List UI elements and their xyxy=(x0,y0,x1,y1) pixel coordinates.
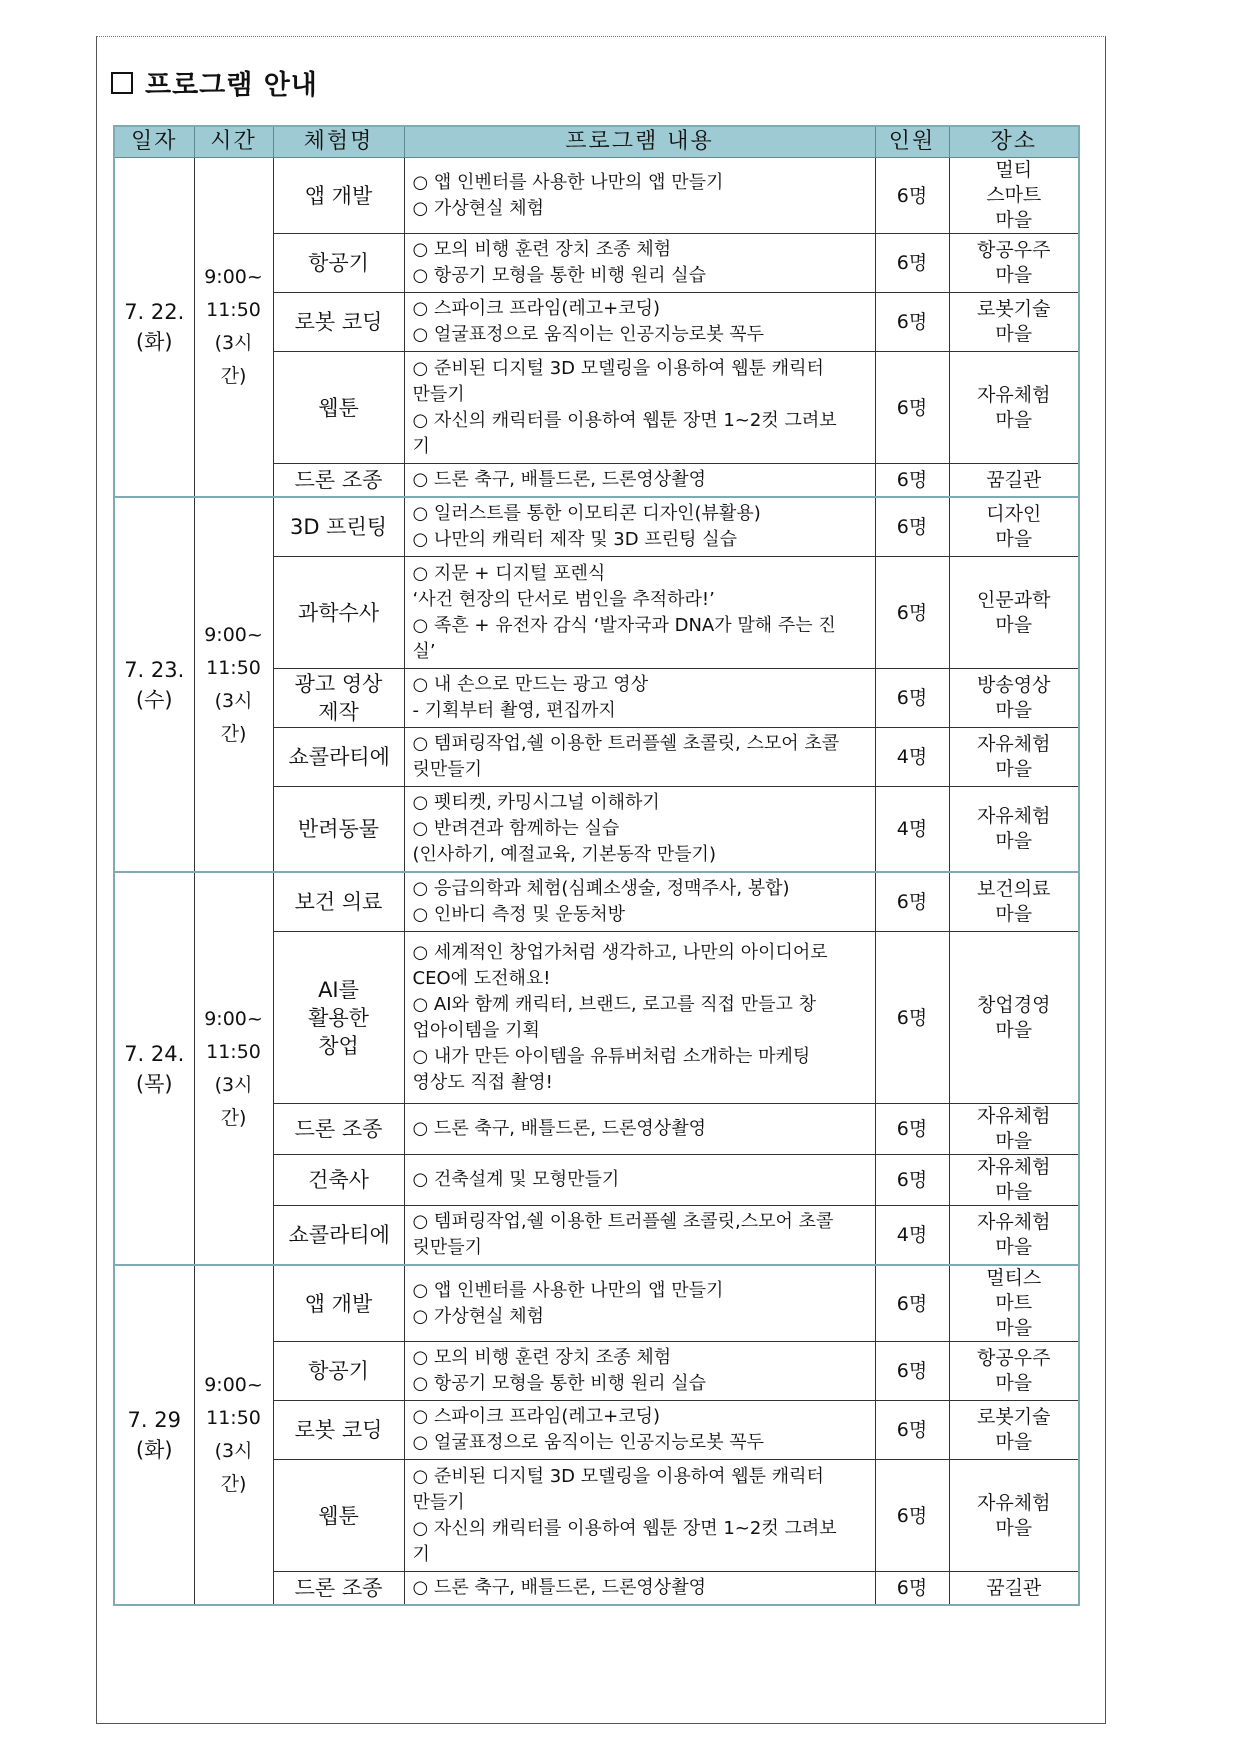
content-line: ○ 가상현실 체험 xyxy=(412,1305,544,1327)
place-line: 창업경영 xyxy=(977,993,1051,1016)
program-name: 드론 조종 xyxy=(294,1576,383,1600)
time-line: 9:00~ xyxy=(204,1007,263,1030)
place-line: 마을 xyxy=(995,699,1033,721)
people-cell xyxy=(875,1155,949,1206)
people-count: 6명 xyxy=(896,687,928,709)
place-cell xyxy=(949,1104,1079,1155)
program-name: 드론 조종 xyxy=(294,468,383,492)
weekday-text: (수) xyxy=(135,687,173,712)
people-count: 6명 xyxy=(896,252,928,274)
content-line: ○ 앱 인벤터를 사용한 나만의 앱 만들기 xyxy=(412,171,724,193)
place-line: 마을 xyxy=(995,613,1033,636)
program-content-cell xyxy=(404,1572,875,1606)
place-line: 자유체험 xyxy=(977,1156,1051,1178)
place-cell xyxy=(949,1265,1079,1342)
time-line: (3시 xyxy=(214,689,253,712)
table-row xyxy=(114,872,1079,932)
place-line: 마을 xyxy=(995,1130,1033,1152)
people-count: 6명 xyxy=(896,891,928,913)
header-time: 시간 xyxy=(194,126,273,158)
date-cell xyxy=(114,158,194,498)
program-name-cell xyxy=(273,293,404,352)
program-content-cell xyxy=(404,872,875,932)
program-content-cell xyxy=(404,464,875,498)
program-name-cell xyxy=(273,1572,404,1606)
content-line: ○ 펫티켓, 카밍시그널 이해하기 xyxy=(412,792,660,813)
place-line: 마을 xyxy=(995,264,1033,286)
date-text: 7. 24. xyxy=(124,1041,185,1066)
program-name: 광고 영상 제작 xyxy=(294,672,383,724)
people-cell xyxy=(875,352,949,464)
program-content-cell xyxy=(404,1206,875,1266)
people-cell xyxy=(875,728,949,787)
place-line: 보건의료 xyxy=(977,878,1051,900)
program-name-cell xyxy=(273,1460,404,1572)
program-name-cell xyxy=(273,1342,404,1401)
place-line: 꿈길관 xyxy=(986,468,1042,491)
place-line: 마을 xyxy=(995,830,1033,852)
program-name-cell xyxy=(273,464,404,498)
place-cell xyxy=(949,669,1079,728)
place-line: 마을 xyxy=(995,758,1033,780)
time-line: 간) xyxy=(220,365,247,387)
place-line: 마트 xyxy=(995,1292,1033,1314)
content-line: ○ 세계적인 창업가처럼 생각하고, 나만의 아이디어로 xyxy=(412,941,828,963)
time-line: (3시 xyxy=(214,332,253,354)
people-cell xyxy=(875,932,949,1104)
people-count: 6명 xyxy=(896,516,928,538)
weekday-text: (목) xyxy=(135,1071,173,1096)
people-count: 4명 xyxy=(896,1224,928,1246)
place-line: 자유체험 xyxy=(977,805,1051,827)
place-cell xyxy=(949,728,1079,787)
header-place: 장소 xyxy=(949,126,1079,158)
content-line: 릿만들기 xyxy=(412,759,483,780)
program-content-cell xyxy=(404,158,875,234)
header-people: 인원 xyxy=(875,126,949,158)
content-line: ○ 내가 만든 아이템을 유튜버처럼 소개하는 마케팅 xyxy=(412,1045,811,1067)
content-line: ○ AI와 함께 캐릭터, 브랜드, 로고를 직접 만들고 창 xyxy=(412,993,817,1015)
people-count: 6명 xyxy=(896,1006,928,1029)
program-name: 건축사 xyxy=(308,1168,369,1192)
time-line: 9:00~ xyxy=(204,623,263,646)
program-name: 반려동물 xyxy=(297,817,380,841)
program-name-cell xyxy=(273,1206,404,1266)
program-name-cell xyxy=(273,234,404,293)
content-line: ‘사건 현장의 단서로 범인을 추적하라!’ xyxy=(412,588,715,610)
time-cell xyxy=(194,158,273,498)
place-line: 자유체험 xyxy=(977,733,1051,755)
place-cell xyxy=(949,1342,1079,1401)
program-name-cell xyxy=(273,728,404,787)
program-name: 로봇 코딩 xyxy=(294,1418,383,1442)
program-name: 쇼콜라티에 xyxy=(288,1223,390,1247)
content-line: ○ 반려견과 함께하는 실습 xyxy=(412,818,620,839)
place-line: 마을 xyxy=(995,209,1033,231)
checkbox-square-icon xyxy=(111,72,133,94)
place-line: 인문과학 xyxy=(977,588,1051,611)
place-line: 마을 xyxy=(995,903,1033,925)
program-content-cell xyxy=(404,497,875,557)
document-page xyxy=(96,36,1106,1724)
place-cell xyxy=(949,932,1079,1104)
section-title-text: 프로그램 안내 xyxy=(145,70,318,101)
place-line: 마을 xyxy=(995,528,1033,550)
time-cell xyxy=(194,497,273,872)
place-cell xyxy=(949,1206,1079,1266)
people-count: 6명 xyxy=(896,1118,928,1140)
place-line: 마을 xyxy=(995,1372,1033,1394)
content-line: ○ 드론 축구, 배틀드론, 드론영상촬영 xyxy=(412,1118,706,1139)
time-line: 11:50 xyxy=(206,656,261,679)
content-line: ○ 준비된 디지털 3D 모델링을 이용하여 웹툰 캐릭터 xyxy=(412,357,824,379)
content-line: ○ 항공기 모형을 통한 비행 원리 실습 xyxy=(412,265,706,286)
program-content-cell xyxy=(404,352,875,464)
content-line: 만들기 xyxy=(412,1491,465,1513)
program-name: 3D 프린팅 xyxy=(289,515,388,539)
content-line: ○ 가상현실 체험 xyxy=(412,197,544,219)
people-count: 6명 xyxy=(896,1577,928,1599)
content-line: 만들기 xyxy=(412,383,465,405)
content-line: ○ 스파이크 프라임(레고+코딩) xyxy=(412,298,661,319)
place-cell xyxy=(949,872,1079,932)
people-count: 6명 xyxy=(896,184,928,207)
place-line: 마을 xyxy=(995,1317,1033,1339)
date-text: 7. 29 xyxy=(127,1408,181,1432)
content-line: ○ 드론 축구, 배틀드론, 드론영상촬영 xyxy=(412,1577,706,1598)
place-line: 스마트 xyxy=(986,184,1042,206)
place-line: 항공우주 xyxy=(977,239,1051,261)
program-content-cell xyxy=(404,1104,875,1155)
program-name: 항공기 xyxy=(308,1359,369,1383)
table-row xyxy=(114,158,1079,234)
table-row xyxy=(114,497,1079,557)
content-line: ○ 준비된 디지털 3D 모델링을 이용하여 웹툰 캐릭터 xyxy=(412,1465,824,1487)
date-text: 7. 22. xyxy=(124,300,185,324)
program-content-cell xyxy=(404,293,875,352)
program-content-cell xyxy=(404,787,875,873)
place-line: 마을 xyxy=(995,1516,1033,1539)
program-name-cell xyxy=(273,872,404,932)
content-line: 실’ xyxy=(412,640,436,662)
content-line: ○ 모의 비행 훈련 장치 조종 체험 xyxy=(412,1347,672,1368)
content-line: ○ 인바디 측정 및 운동처방 xyxy=(412,904,625,925)
time-line: 11:50 xyxy=(206,1407,261,1429)
program-name-cell xyxy=(273,1265,404,1342)
place-line: 로봇기술 xyxy=(977,298,1051,320)
program-name-cell xyxy=(273,787,404,873)
table-header-row xyxy=(114,126,1079,158)
place-cell xyxy=(949,352,1079,464)
people-count: 6명 xyxy=(896,311,928,333)
place-line: 멀티 xyxy=(995,159,1033,181)
place-line: 마을 xyxy=(995,323,1033,345)
people-cell xyxy=(875,872,949,932)
content-line: ○ 템퍼링작업,쉘 이용한 트러플쉘 초콜릿,스모어 초콜 xyxy=(412,1211,834,1232)
time-line: (3시 xyxy=(214,1073,253,1096)
program-content-cell xyxy=(404,669,875,728)
content-line: ○ 얼굴표정으로 움직이는 인공지능로봇 꼭두 xyxy=(412,1432,765,1453)
content-line: ○ 자신의 캐릭터를 이용하여 웹툰 장면 1~2컷 그려보 xyxy=(412,1517,837,1539)
program-content-cell xyxy=(404,1265,875,1342)
people-count: 4명 xyxy=(896,746,928,768)
program-name-cell xyxy=(273,1155,404,1206)
place-line: 마을 xyxy=(995,408,1033,431)
content-line: ○ 건축설계 및 모형만들기 xyxy=(412,1169,620,1190)
time-line: 11:50 xyxy=(206,299,261,321)
people-count: 6명 xyxy=(896,1292,928,1315)
content-line: 업아이템을 기획 xyxy=(412,1019,540,1041)
place-line: 마을 xyxy=(995,1431,1033,1453)
people-cell xyxy=(875,557,949,669)
people-count: 4명 xyxy=(896,818,928,840)
program-name-cell xyxy=(273,932,404,1104)
time-line: (3시 xyxy=(214,1440,253,1462)
content-line: ○ 자신의 캐릭터를 이용하여 웹툰 장면 1~2컷 그려보 xyxy=(412,409,837,431)
date-cell xyxy=(114,872,194,1265)
content-line: (인사하기, 예절교육, 기본동작 만들기) xyxy=(412,844,716,865)
program-name: 과학수사 xyxy=(297,600,380,625)
time-line: 간) xyxy=(220,1473,247,1495)
people-cell xyxy=(875,1206,949,1266)
place-cell xyxy=(949,158,1079,234)
content-line: ○ 템퍼링작업,쉘 이용한 트러플쉘 초콜릿, 스모어 초콜 xyxy=(412,733,840,754)
program-name: 쇼콜라티에 xyxy=(288,745,390,769)
people-cell xyxy=(875,1401,949,1460)
time-line: 9:00~ xyxy=(204,1374,263,1396)
content-line: ○ 내 손으로 만드는 광고 영상 xyxy=(412,674,649,695)
place-line: 마을 xyxy=(995,1181,1033,1203)
place-line: 꿈길관 xyxy=(986,1576,1042,1599)
program-content-cell xyxy=(404,234,875,293)
content-line: CEO에 도전해요! xyxy=(412,967,551,989)
people-cell xyxy=(875,1460,949,1572)
content-line: ○ 족흔 + 유전자 감식 ‘발자국과 DNA가 말해 주는 진 xyxy=(412,614,836,636)
content-line: ○ 앱 인벤터를 사용한 나만의 앱 만들기 xyxy=(412,1279,724,1301)
people-cell xyxy=(875,234,949,293)
time-cell xyxy=(194,1265,273,1605)
place-line: 자유체험 xyxy=(977,1211,1051,1233)
people-cell xyxy=(875,158,949,234)
place-cell xyxy=(949,464,1079,498)
time-cell xyxy=(194,872,273,1265)
content-line: ○ 스파이크 프라임(레고+코딩) xyxy=(412,1406,661,1427)
program-name-cell xyxy=(273,352,404,464)
program-content-cell xyxy=(404,1342,875,1401)
place-line: 마을 xyxy=(995,1018,1033,1041)
place-cell xyxy=(949,1572,1079,1606)
date-cell xyxy=(114,497,194,872)
header-program-content: 프로그램 내용 xyxy=(404,126,875,158)
table-row xyxy=(114,1265,1079,1342)
program-name-cell xyxy=(273,669,404,728)
section-title xyxy=(111,63,318,102)
place-cell xyxy=(949,293,1079,352)
place-cell xyxy=(949,787,1079,873)
program-name-cell xyxy=(273,1401,404,1460)
place-line: 자유체험 xyxy=(977,1105,1051,1127)
people-cell xyxy=(875,1104,949,1155)
program-name: AI를 활용한 창업 xyxy=(308,977,369,1058)
weekday-text: (화) xyxy=(135,1438,173,1462)
time-line: 간) xyxy=(220,1106,247,1129)
date-cell xyxy=(114,1265,194,1605)
people-count: 6명 xyxy=(896,601,928,624)
program-content-cell xyxy=(404,1401,875,1460)
place-cell xyxy=(949,1401,1079,1460)
program-name: 로봇 코딩 xyxy=(294,310,383,334)
people-count: 6명 xyxy=(896,1169,928,1191)
content-line: 기 xyxy=(412,435,430,457)
people-cell xyxy=(875,1342,949,1401)
program-name-cell xyxy=(273,497,404,557)
content-line: 릿만들기 xyxy=(412,1237,483,1258)
place-line: 자유체험 xyxy=(977,1491,1051,1514)
people-count: 6명 xyxy=(896,1504,928,1527)
place-line: 로봇기술 xyxy=(977,1406,1051,1428)
time-line: 11:50 xyxy=(206,1040,261,1063)
program-table xyxy=(113,125,1080,1606)
time-line: 간) xyxy=(220,722,247,745)
program-name: 항공기 xyxy=(308,251,369,275)
place-line: 마을 xyxy=(995,1236,1033,1258)
place-cell xyxy=(949,497,1079,557)
people-cell xyxy=(875,787,949,873)
program-name: 앱 개발 xyxy=(304,183,373,208)
program-name: 보건 의료 xyxy=(294,890,383,914)
people-cell xyxy=(875,1572,949,1606)
place-line: 디자인 xyxy=(986,503,1042,525)
content-line: ○ 얼굴표정으로 움직이는 인공지능로봇 꼭두 xyxy=(412,324,765,345)
content-line: ○ 응급의학과 체험(심폐소생술, 정맥주사, 봉합) xyxy=(412,878,790,899)
header-program-name: 체험명 xyxy=(273,126,404,158)
people-cell xyxy=(875,1265,949,1342)
content-line: 영상도 직접 촬영! xyxy=(412,1071,553,1093)
time-line: 9:00~ xyxy=(204,266,263,288)
place-line: 자유체험 xyxy=(977,383,1051,406)
place-cell xyxy=(949,557,1079,669)
program-name: 앱 개발 xyxy=(304,1291,373,1316)
program-name: 드론 조종 xyxy=(294,1117,383,1141)
content-line: ○ 드론 축구, 배틀드론, 드론영상촬영 xyxy=(412,469,706,490)
program-name-cell xyxy=(273,1104,404,1155)
program-name: 웹툰 xyxy=(318,395,359,420)
program-content-cell xyxy=(404,557,875,669)
place-cell xyxy=(949,234,1079,293)
table-body xyxy=(114,158,1079,1606)
program-content-cell xyxy=(404,1155,875,1206)
people-count: 6명 xyxy=(896,1419,928,1441)
program-name-cell xyxy=(273,557,404,669)
program-content-cell xyxy=(404,932,875,1104)
content-line: ○ 일러스트를 통한 이모티콘 디자인(뷰활용) xyxy=(412,503,761,524)
weekday-text: (화) xyxy=(135,330,173,354)
people-cell xyxy=(875,669,949,728)
content-line: ○ 지문 + 디지털 포렌식 xyxy=(412,562,606,584)
program-content-cell xyxy=(404,728,875,787)
content-line: ○ 항공기 모형을 통한 비행 원리 실습 xyxy=(412,1373,706,1394)
place-cell xyxy=(949,1460,1079,1572)
place-line: 항공우주 xyxy=(977,1347,1051,1369)
people-cell xyxy=(875,464,949,498)
date-text: 7. 23. xyxy=(124,657,185,682)
program-name-cell xyxy=(273,158,404,234)
program-name: 웹툰 xyxy=(318,1503,359,1528)
people-count: 6명 xyxy=(896,396,928,419)
place-line: 멀티스 xyxy=(986,1267,1042,1289)
people-cell xyxy=(875,497,949,557)
place-line: 방송영상 xyxy=(977,674,1051,696)
header-date: 일자 xyxy=(114,126,194,158)
people-count: 6명 xyxy=(896,1360,928,1382)
content-line: ○ 모의 비행 훈련 장치 조종 체험 xyxy=(412,239,672,260)
content-line: - 기획부터 촬영, 편집까지 xyxy=(412,700,616,721)
people-cell xyxy=(875,293,949,352)
program-content-cell xyxy=(404,1460,875,1572)
content-line: ○ 나만의 캐릭터 제작 및 3D 프린팅 실습 xyxy=(412,529,738,550)
people-count: 6명 xyxy=(896,469,928,491)
content-line: 기 xyxy=(412,1543,430,1565)
place-cell xyxy=(949,1155,1079,1206)
